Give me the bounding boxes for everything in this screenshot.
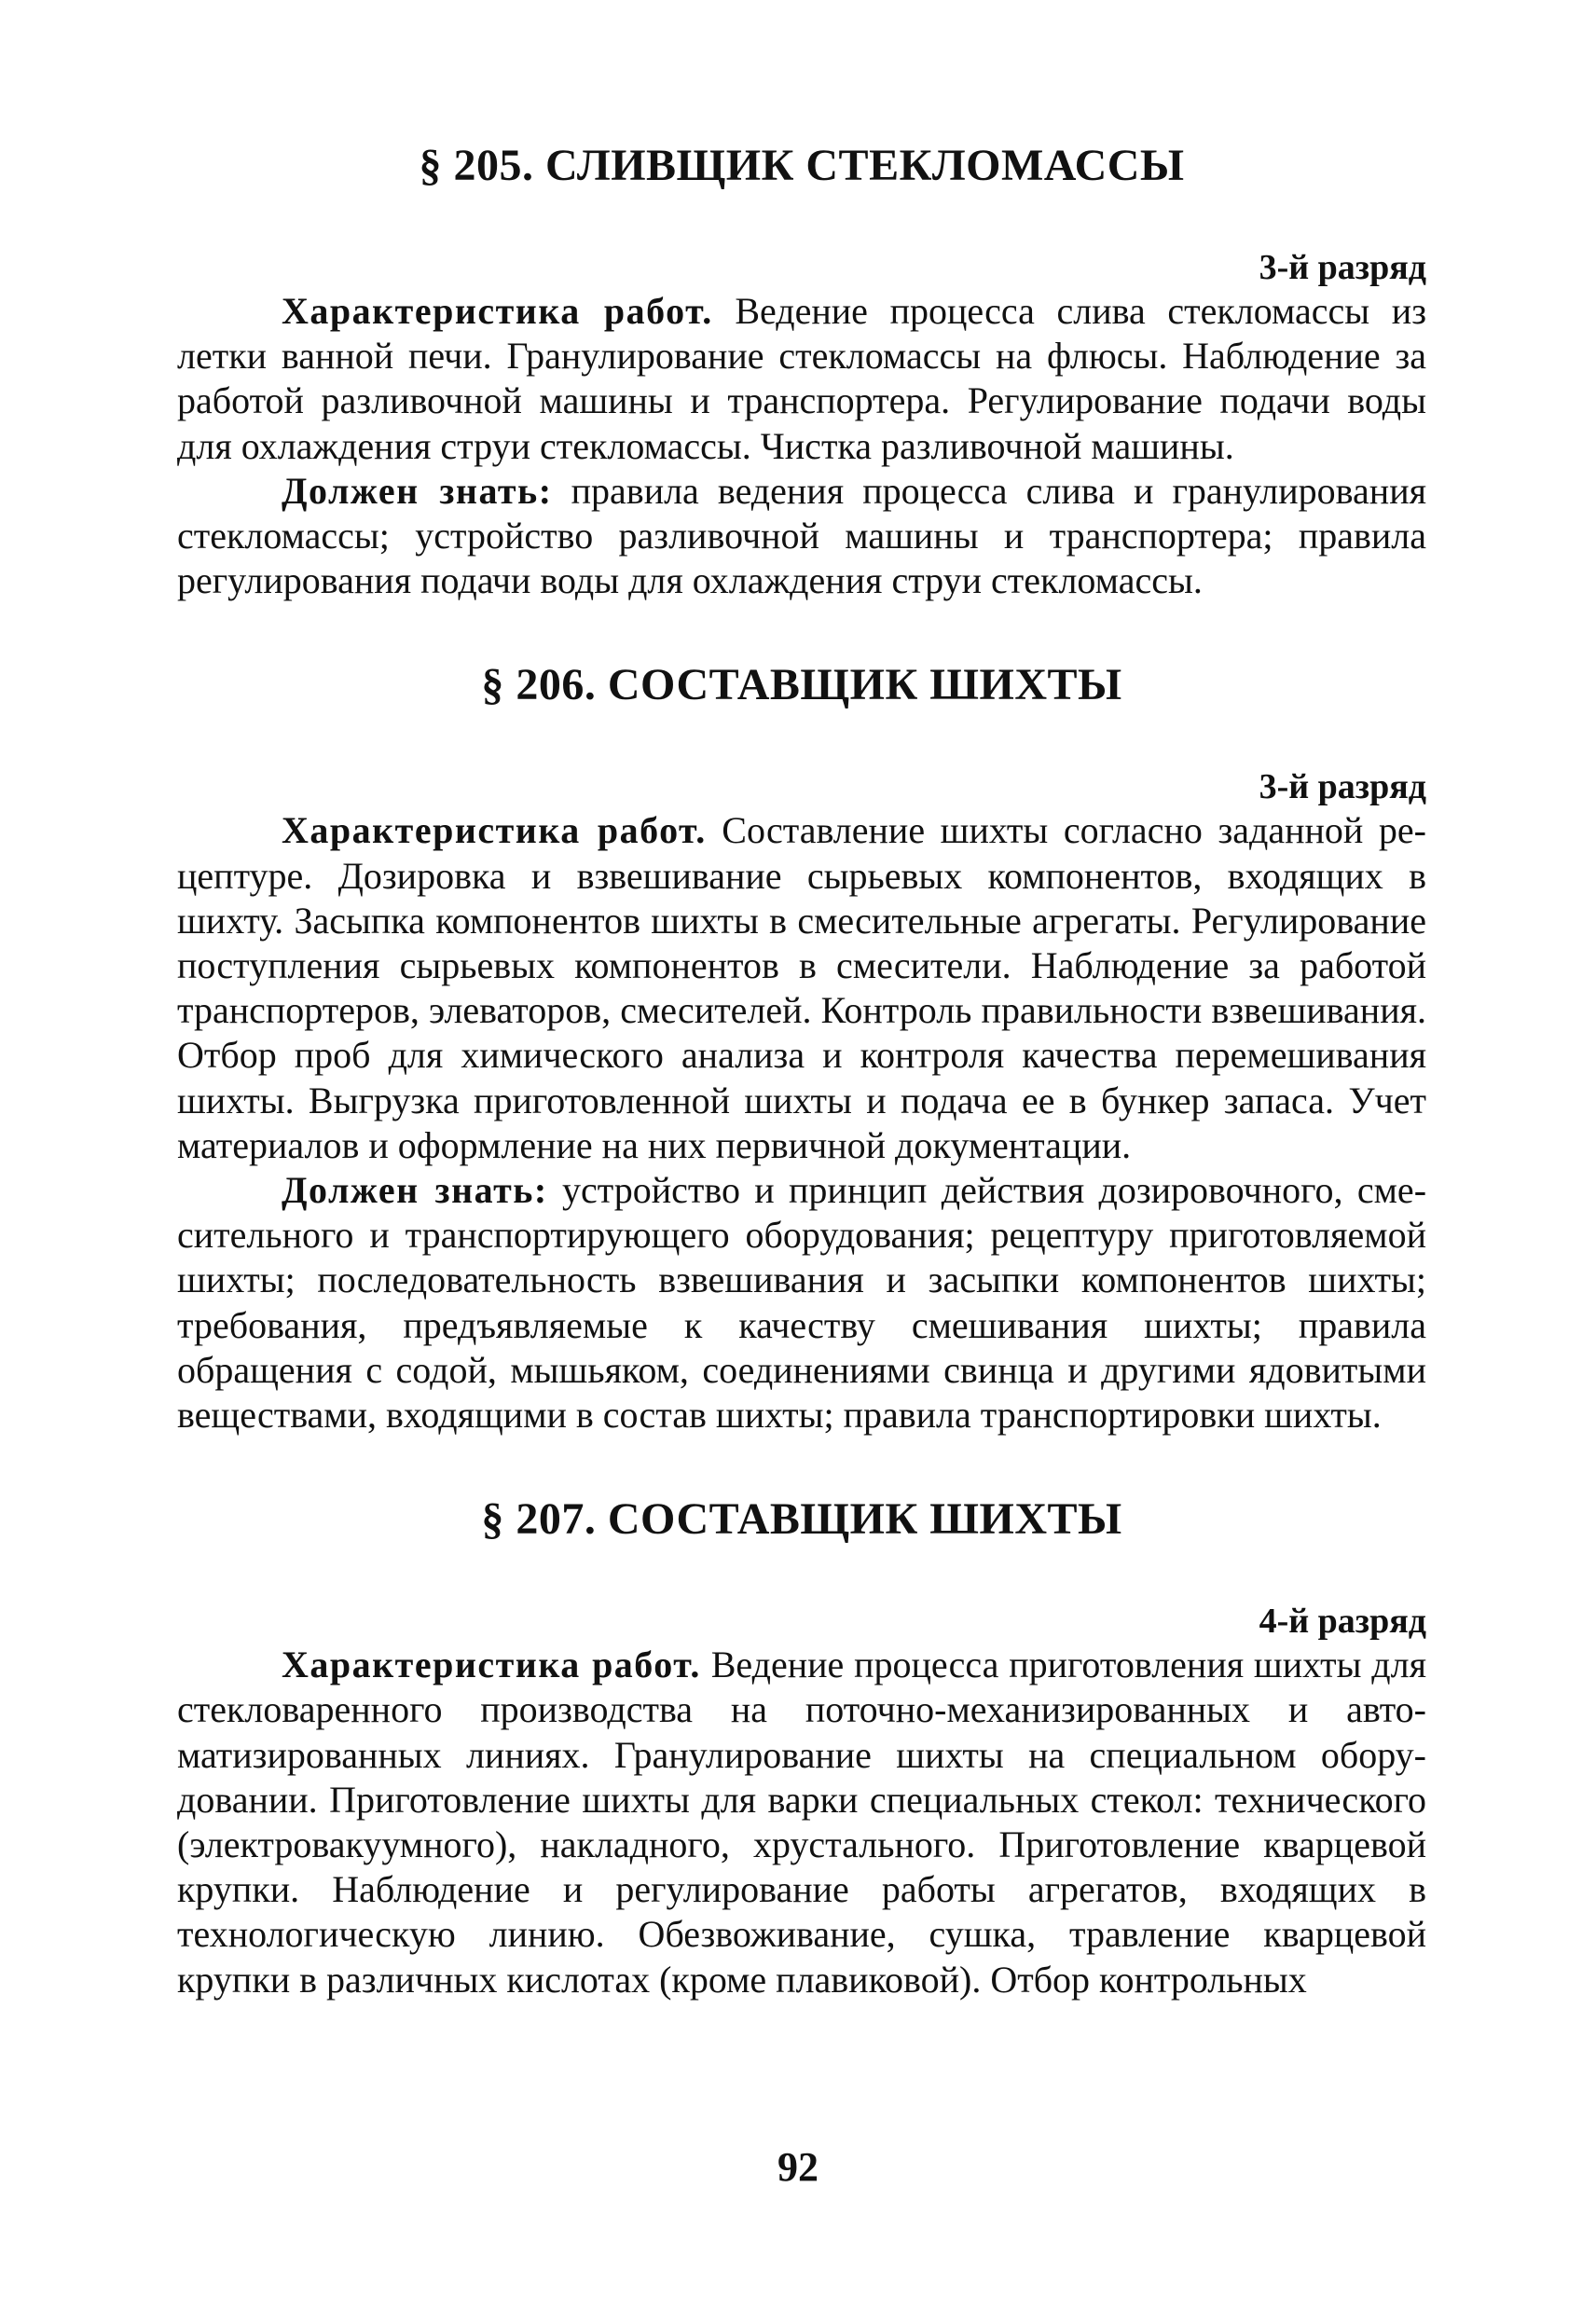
grade-label: 3-й разряд: [1259, 248, 1426, 287]
work-characteristics-paragraph: [177, 808, 1426, 1168]
work-characteristics-text: Ведение процесса приготовления шихты для стекловаренного производства на поточно-механизированных и автоматизированных линиях. Гранулирование шихты на специальном оборудовании. Приготовление шихты для варки специальных стекол: технического (электровакуумного), накладного, хрустального. Приготовление кварцевой крупки. Наблюдение и регулирование работы агрегатов, входящих в технологическую линию. Обезвоживание, сушка, травление кварцевой крупки в различных кислотах (кроме плавиковой). Отбор контрольных: [177, 1644, 1426, 2001]
work-characteristics-label: Характеристика работ.: [282, 1644, 701, 1686]
work-characteristics-paragraph: [177, 1643, 1426, 2002]
grade-label: 4-й разряд: [1259, 1602, 1426, 1642]
required-knowledge-paragraph: [177, 1168, 1426, 1437]
required-knowledge-label: Должен знать:: [282, 1169, 548, 1212]
work-characteristics-label: Характеристика работ.: [282, 809, 707, 852]
required-knowledge-text: устройство и принцип действия дозировочного, смесительного и транспортирующего оборудования; рецептуру приготовляемой шихты; последовательность взвешивания и засыпки компонентов шихты; требования, предъявляемые к качеству смешивания шихты; правила обращения с содой, мышьяком, соединениями свинца и другими ядовитыми веществами, входящими в состав шихты; правила транспортировки шихты.: [177, 1169, 1427, 1437]
section-207: [177, 1493, 1426, 2002]
required-knowledge-paragraph: [177, 469, 1426, 604]
section-title: § 207. СОСТАВЩИК ШИХТЫ: [481, 1494, 1122, 1545]
work-characteristics-text: Ведение процесса слива стекломассы из летки ванной печи. Гранулирование стекломассы на флюсы. Наблюдение за работой разливочной машины и транспортера. Регулирование подачи воды для охлаждения струи стекломассы. Чистка разливочной машины.: [177, 290, 1426, 467]
work-characteristics-label: Характеристика работ.: [282, 290, 713, 332]
required-knowledge-label: Должен знать:: [282, 469, 553, 512]
document-page: [177, 140, 1426, 2058]
section-title: § 205. СЛИВЩИК СТЕКЛОМАССЫ: [419, 141, 1185, 190]
work-characteristics-text: Составление шихты согласно заданной рецептуре. Дозировка и взвешивание сырьевых компонентов, входящих в шихту. Засыпка компонентов шихты в смесительные агрегаты. Регулирование поступления сырьевых компонентов в смесители. Наблюдение за работой транспортеров, элеваторов, смесителей. Контроль правильности взвешивания. Отбор проб для химического анализа и контроля качества перемешивания шихты. Выгрузка приготовленной шихты и подача ее в бункер запаса. Учет материалов и оформление на них первичной документации.: [177, 809, 1426, 1166]
work-characteristics-paragraph: [177, 289, 1426, 469]
page-number: 92: [777, 2144, 819, 2190]
section-title: § 206. СОСТАВЩИК ШИХТЫ: [481, 660, 1122, 710]
required-knowledge-text: правила ведения процесса слива и гранулирования стекломассы; устройство разливочной машины и транспортера; правила регулирования подачи воды для охлаждения струи стекломассы.: [177, 469, 1426, 602]
grade-label: 3-й разряд: [1259, 767, 1426, 807]
section-206: [177, 659, 1426, 1437]
section-205: [177, 140, 1426, 603]
